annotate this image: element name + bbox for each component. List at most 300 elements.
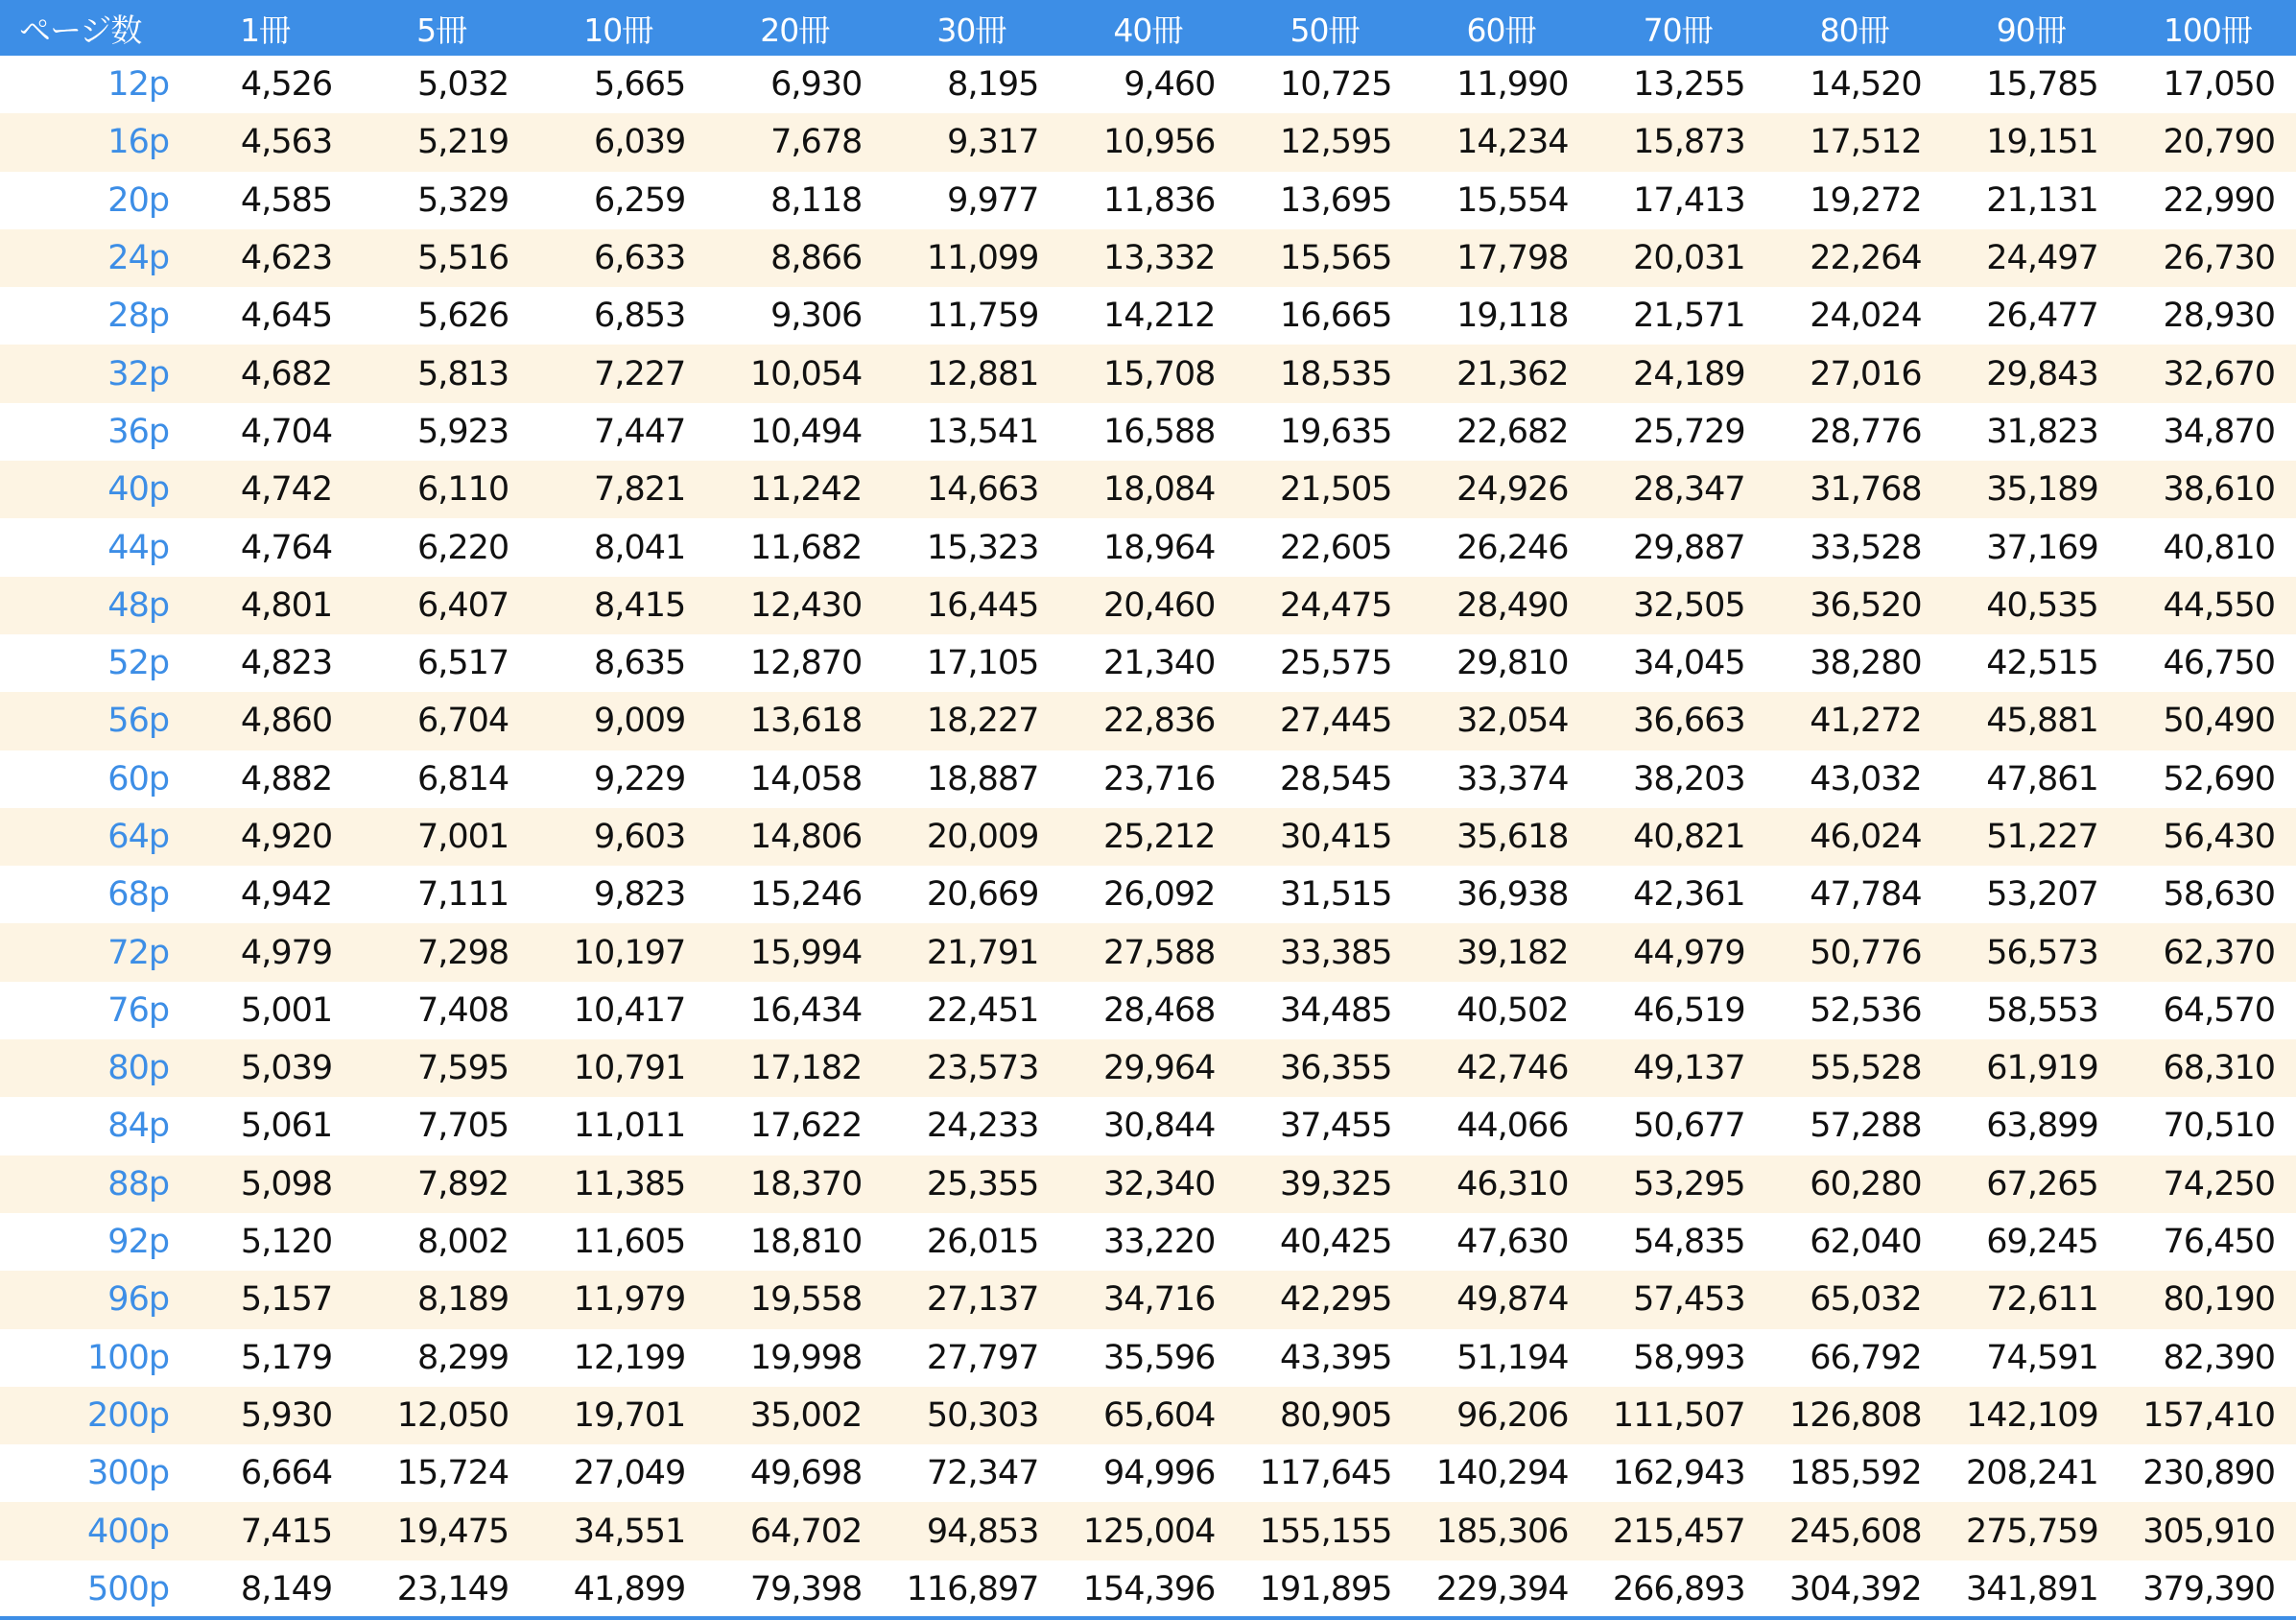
price-cell: 14,663	[883, 461, 1059, 518]
price-cell: 28,930	[2163, 297, 2275, 336]
price-cell: 6,704	[353, 692, 530, 750]
price-cell: 341,891	[1966, 1569, 2098, 1608]
price-cell: 31,515	[1280, 875, 1392, 915]
price-cell: 22,682	[1456, 412, 1569, 451]
price-cell: 4,942	[240, 875, 333, 915]
price-cell: 17,798	[1413, 229, 1590, 287]
price-cell: 36,355	[1236, 1039, 1412, 1097]
price-cell: 29,843	[1943, 345, 2119, 402]
table-row	[0, 1502, 2296, 1560]
header-quantity: 5冊	[353, 0, 530, 56]
price-cell: 82,390	[2163, 1338, 2275, 1377]
price-cell: 5,219	[353, 113, 530, 171]
price-cell: 5,516	[353, 229, 530, 287]
price-cell: 24,233	[926, 1107, 1039, 1146]
price-cell: 7,892	[353, 1155, 530, 1213]
price-cell: 21,362	[1413, 345, 1590, 402]
price-cell: 19,558	[706, 1271, 883, 1328]
price-cell: 25,355	[883, 1155, 1059, 1213]
price-cell: 11,385	[530, 1155, 706, 1213]
price-cell: 15,565	[1236, 229, 1412, 287]
price-cell: 31,823	[1986, 412, 2098, 451]
page-count-cell: 92p	[107, 1223, 170, 1262]
price-cell: 20,790	[2119, 113, 2296, 171]
price-cell: 33,528	[1810, 528, 1922, 567]
table-row	[0, 229, 2296, 287]
price-cell: 56,430	[2119, 808, 2296, 866]
price-cell: 58,993	[1633, 1338, 1745, 1377]
price-cell: 39,325	[1236, 1155, 1412, 1213]
price-cell: 21,131	[1986, 180, 2098, 220]
price-cell: 46,024	[1766, 808, 1943, 866]
price-cell: 6,517	[416, 644, 509, 683]
price-cell: 33,385	[1236, 923, 1412, 981]
price-cell: 27,445	[1236, 692, 1412, 750]
header-row	[0, 0, 2296, 56]
price-cell: 32,505	[1590, 577, 1766, 634]
page-count-cell: 44p	[107, 528, 170, 567]
price-cell: 20,009	[883, 808, 1059, 866]
price-cell: 9,317	[883, 113, 1059, 171]
price-cell: 23,149	[396, 1569, 509, 1608]
price-cell: 62,040	[1810, 1223, 1922, 1262]
price-cell: 18,810	[749, 1223, 863, 1262]
price-cell: 215,457	[1590, 1502, 1766, 1560]
price-cell: 47,630	[1456, 1223, 1569, 1262]
price-cell: 11,011	[573, 1107, 686, 1146]
page-count-cell: 80p	[0, 1039, 177, 1097]
price-cell: 8,149	[240, 1569, 333, 1608]
page-count-cell: 24p	[0, 229, 177, 287]
price-cell: 15,724	[396, 1454, 509, 1493]
price-cell: 4,585	[240, 180, 333, 220]
price-cell: 36,938	[1456, 875, 1569, 915]
header-quantity: 100冊	[2119, 0, 2296, 56]
price-cell: 94,996	[1102, 1454, 1216, 1493]
table-row	[0, 1155, 2296, 1213]
price-cell: 5,329	[416, 180, 509, 220]
price-cell: 5,061	[240, 1107, 333, 1146]
header-page-count: ページ数	[0, 0, 177, 56]
price-cell: 34,485	[1280, 990, 1392, 1030]
price-cell: 7,678	[706, 113, 883, 171]
price-cell: 28,490	[1413, 577, 1590, 634]
price-cell: 33,220	[1102, 1223, 1216, 1262]
price-cell: 13,541	[926, 412, 1039, 451]
price-cell: 22,605	[1280, 528, 1392, 567]
price-cell: 26,246	[1456, 528, 1569, 567]
price-cell: 7,821	[530, 461, 706, 518]
price-cell: 47,784	[1810, 875, 1922, 915]
header-quantity: 60冊	[1413, 0, 1590, 56]
price-cell: 8,299	[416, 1338, 509, 1377]
price-cell: 41,899	[573, 1569, 686, 1608]
price-cell: 9,009	[530, 692, 706, 750]
price-cell: 19,635	[1280, 412, 1392, 451]
header-quantity: 20冊	[706, 0, 883, 56]
price-cell: 12,050	[353, 1387, 530, 1444]
price-cell: 18,227	[883, 692, 1059, 750]
price-cell: 49,137	[1590, 1039, 1766, 1097]
price-cell: 30,844	[1102, 1107, 1216, 1146]
price-cell: 5,626	[416, 297, 509, 336]
price-cell: 32,054	[1413, 692, 1590, 750]
price-cell: 49,874	[1413, 1271, 1590, 1328]
table-row	[0, 577, 2296, 634]
table-row	[0, 692, 2296, 750]
price-cell: 8,866	[706, 229, 883, 287]
price-cell: 60,280	[1766, 1155, 1943, 1213]
price-cell: 140,294	[1435, 1454, 1569, 1493]
price-cell: 57,288	[1810, 1107, 1922, 1146]
page-count-cell: 200p	[0, 1387, 177, 1444]
header-quantity: 50冊	[1236, 0, 1412, 56]
price-cell: 4,801	[177, 577, 353, 634]
price-cell: 7,705	[416, 1107, 509, 1146]
price-cell: 66,792	[1810, 1338, 1922, 1377]
table-row	[0, 518, 2296, 576]
price-cell: 6,259	[594, 180, 686, 220]
price-cell: 10,494	[749, 412, 863, 451]
price-cell: 11,242	[706, 461, 883, 518]
price-cell: 36,520	[1766, 577, 1943, 634]
table-row	[0, 923, 2296, 981]
price-cell: 275,759	[1943, 1502, 2119, 1560]
price-cell: 18,535	[1236, 345, 1412, 402]
price-cell: 36,663	[1590, 692, 1766, 750]
price-cell: 8,195	[947, 65, 1039, 105]
header-quantity: 40冊	[1059, 0, 1236, 56]
page-count-cell: 400p	[0, 1502, 177, 1560]
price-cell: 19,701	[530, 1387, 706, 1444]
price-cell: 51,227	[1943, 808, 2119, 866]
price-cell: 6,814	[416, 759, 509, 798]
price-cell: 19,475	[353, 1502, 530, 1560]
price-cell: 26,730	[2119, 229, 2296, 287]
price-cell: 26,015	[926, 1223, 1039, 1262]
price-cell: 38,203	[1633, 759, 1745, 798]
price-cell: 116,897	[906, 1569, 1039, 1608]
price-cell: 31,768	[1766, 461, 1943, 518]
price-cell: 72,611	[1943, 1271, 2119, 1328]
price-cell: 4,979	[177, 923, 353, 981]
price-cell: 230,890	[2142, 1454, 2275, 1493]
price-cell: 229,394	[1435, 1569, 1569, 1608]
table-row	[0, 1271, 2296, 1328]
price-cell: 10,417	[573, 990, 686, 1030]
header-quantity: 90冊	[1943, 0, 2119, 56]
table-row	[0, 1039, 2296, 1097]
price-cell: 5,665	[594, 65, 686, 105]
price-cell: 379,390	[2142, 1569, 2275, 1608]
price-cell: 208,241	[1966, 1454, 2098, 1493]
price-cell: 12,881	[883, 345, 1059, 402]
price-cell: 4,623	[177, 229, 353, 287]
price-cell: 6,220	[416, 528, 509, 567]
price-cell: 11,682	[749, 528, 863, 567]
price-cell: 142,109	[1943, 1387, 2119, 1444]
price-cell: 4,920	[177, 808, 353, 866]
price-cell: 19,118	[1456, 297, 1569, 336]
page-count-cell: 88p	[0, 1155, 177, 1213]
price-cell: 57,453	[1590, 1271, 1766, 1328]
price-cell: 9,229	[594, 759, 686, 798]
price-cell: 27,588	[1059, 923, 1236, 981]
price-cell: 50,677	[1633, 1107, 1745, 1146]
price-cell: 17,622	[749, 1107, 863, 1146]
price-cell: 42,746	[1413, 1039, 1590, 1097]
price-cell: 28,776	[1810, 412, 1922, 451]
price-cell: 63,899	[1986, 1107, 2098, 1146]
price-cell: 19,151	[1943, 113, 2119, 171]
table-row	[0, 56, 2296, 113]
price-cell: 18,084	[1059, 461, 1236, 518]
price-cell: 126,808	[1766, 1387, 1943, 1444]
page-count-cell: 84p	[107, 1107, 170, 1146]
price-cell: 21,571	[1633, 297, 1745, 336]
price-cell: 9,306	[770, 297, 863, 336]
price-cell: 38,280	[1810, 644, 1922, 683]
price-cell: 7,447	[594, 412, 686, 451]
price-cell: 25,729	[1633, 412, 1745, 451]
price-cell: 58,553	[1986, 990, 2098, 1030]
price-cell: 5,098	[177, 1155, 353, 1213]
price-cell: 42,515	[1986, 644, 2098, 683]
price-cell: 125,004	[1059, 1502, 1236, 1560]
price-cell: 11,990	[1456, 65, 1569, 105]
price-cell: 21,505	[1236, 461, 1412, 518]
page-count-cell: 40p	[0, 461, 177, 518]
table-row	[0, 808, 2296, 866]
price-cell: 8,635	[594, 644, 686, 683]
page-count-cell: 32p	[0, 345, 177, 402]
price-cell: 22,836	[1059, 692, 1236, 750]
page-count-cell: 52p	[107, 644, 170, 683]
price-cell: 27,137	[883, 1271, 1059, 1328]
price-cell: 58,630	[2163, 875, 2275, 915]
price-cell: 42,295	[1236, 1271, 1412, 1328]
price-cell: 9,460	[1124, 65, 1216, 105]
price-cell: 266,893	[1612, 1569, 1745, 1608]
price-cell: 4,742	[177, 461, 353, 518]
price-cell: 28,545	[1280, 759, 1392, 798]
table-row	[0, 1387, 2296, 1444]
price-cell: 15,323	[926, 528, 1039, 567]
price-cell: 154,396	[1082, 1569, 1216, 1608]
price-cell: 72,347	[926, 1454, 1039, 1493]
price-cell: 245,608	[1766, 1502, 1943, 1560]
price-cell: 46,750	[2163, 644, 2275, 683]
price-cell: 16,445	[883, 577, 1059, 634]
price-cell: 20,031	[1590, 229, 1766, 287]
price-cell: 6,930	[770, 65, 863, 105]
price-cell: 50,776	[1766, 923, 1943, 981]
price-cell: 50,490	[2119, 692, 2296, 750]
price-cell: 16,588	[1102, 412, 1216, 451]
price-cell: 5,032	[416, 65, 509, 105]
price-cell: 11,836	[1102, 180, 1216, 220]
price-cell: 24,926	[1413, 461, 1590, 518]
price-cell: 76,450	[2163, 1223, 2275, 1262]
price-cell: 68,310	[2119, 1039, 2296, 1097]
price-cell: 52,690	[2163, 759, 2275, 798]
price-cell: 10,054	[706, 345, 883, 402]
price-cell: 15,873	[1590, 113, 1766, 171]
price-cell: 44,550	[2119, 577, 2296, 634]
price-cell: 38,610	[2119, 461, 2296, 518]
price-cell: 21,340	[1102, 644, 1216, 683]
price-cell: 16,434	[749, 990, 863, 1030]
price-cell: 5,039	[177, 1039, 353, 1097]
price-cell: 7,298	[353, 923, 530, 981]
price-cell: 17,182	[706, 1039, 883, 1097]
header-quantity: 80冊	[1766, 0, 1943, 56]
page-count-cell: 56p	[0, 692, 177, 750]
price-cell: 61,919	[1943, 1039, 2119, 1097]
price-cell: 80,905	[1236, 1387, 1412, 1444]
price-cell: 29,964	[1059, 1039, 1236, 1097]
price-cell: 53,207	[1986, 875, 2098, 915]
price-cell: 65,604	[1059, 1387, 1236, 1444]
price-cell: 5,813	[353, 345, 530, 402]
price-cell: 5,930	[177, 1387, 353, 1444]
page-count-cell: 72p	[0, 923, 177, 981]
price-cell: 28,347	[1590, 461, 1766, 518]
price-cell: 39,182	[1413, 923, 1590, 981]
price-cell: 7,227	[530, 345, 706, 402]
price-cell: 34,716	[1059, 1271, 1236, 1328]
price-cell: 13,695	[1280, 180, 1392, 220]
price-cell: 4,764	[240, 528, 333, 567]
price-cell: 22,264	[1766, 229, 1943, 287]
price-cell: 27,049	[573, 1454, 686, 1493]
price-cell: 4,645	[240, 297, 333, 336]
price-cell: 4,882	[240, 759, 333, 798]
price-cell: 56,573	[1943, 923, 2119, 981]
price-cell: 13,332	[1059, 229, 1236, 287]
price-cell: 24,497	[1943, 229, 2119, 287]
price-cell: 27,797	[926, 1338, 1039, 1377]
price-cell: 46,519	[1633, 990, 1745, 1030]
price-cell: 37,169	[1986, 528, 2098, 567]
price-cell: 8,415	[530, 577, 706, 634]
price-cell: 43,395	[1280, 1338, 1392, 1377]
price-cell: 162,943	[1612, 1454, 1745, 1493]
price-cell: 17,105	[926, 644, 1039, 683]
price-cell: 79,398	[749, 1569, 863, 1608]
price-cell: 17,512	[1766, 113, 1943, 171]
price-cell: 32,670	[2119, 345, 2296, 402]
price-cell: 4,823	[240, 644, 333, 683]
price-cell: 13,618	[706, 692, 883, 750]
price-cell: 8,118	[770, 180, 863, 220]
price-cell: 47,861	[1986, 759, 2098, 798]
price-cell: 5,120	[240, 1223, 333, 1262]
price-cell: 34,870	[2163, 412, 2275, 451]
price-cell: 25,212	[1059, 808, 1236, 866]
price-cell: 14,520	[1810, 65, 1922, 105]
price-cell: 96,206	[1413, 1387, 1590, 1444]
price-cell: 55,528	[1766, 1039, 1943, 1097]
header-quantity: 70冊	[1590, 0, 1766, 56]
price-cell: 65,032	[1766, 1271, 1943, 1328]
price-cell: 26,092	[1102, 875, 1216, 915]
price-cell: 64,702	[706, 1502, 883, 1560]
price-cell: 8,041	[594, 528, 686, 567]
price-cell: 11,759	[926, 297, 1039, 336]
price-cell: 20,669	[926, 875, 1039, 915]
price-cell: 22,990	[2163, 180, 2275, 220]
price-cell: 12,430	[706, 577, 883, 634]
table-row	[0, 172, 2296, 229]
price-cell: 42,361	[1633, 875, 1745, 915]
price-cell: 40,535	[1943, 577, 2119, 634]
price-cell: 26,477	[1986, 297, 2098, 336]
price-cell: 15,785	[1986, 65, 2098, 105]
price-cell: 5,923	[416, 412, 509, 451]
price-cell: 4,563	[177, 113, 353, 171]
price-cell: 44,979	[1590, 923, 1766, 981]
price-cell: 7,001	[353, 808, 530, 866]
price-cell: 10,956	[1059, 113, 1236, 171]
price-cell: 5,157	[177, 1271, 353, 1328]
page-count-cell: 300p	[87, 1454, 170, 1493]
price-cell: 15,246	[749, 875, 863, 915]
price-cell: 6,664	[240, 1454, 333, 1493]
price-cell: 44,066	[1456, 1107, 1569, 1146]
price-cell: 21,791	[883, 923, 1059, 981]
price-cell: 4,526	[240, 65, 333, 105]
table-row	[0, 1560, 2296, 1618]
price-cell: 35,618	[1413, 808, 1590, 866]
header-quantity: 10冊	[530, 0, 706, 56]
price-cell: 8,002	[416, 1223, 509, 1262]
price-cell: 17,050	[2163, 65, 2275, 105]
price-cell: 117,645	[1259, 1454, 1392, 1493]
table-row	[0, 1329, 2296, 1387]
page-count-cell: 48p	[0, 577, 177, 634]
page-count-cell: 64p	[0, 808, 177, 866]
price-cell: 24,475	[1236, 577, 1412, 634]
price-cell: 53,295	[1590, 1155, 1766, 1213]
price-cell: 43,032	[1810, 759, 1922, 798]
price-cell: 64,570	[2163, 990, 2275, 1030]
price-cell: 62,370	[2119, 923, 2296, 981]
price-cell: 41,272	[1766, 692, 1943, 750]
price-cell: 37,455	[1280, 1107, 1392, 1146]
price-cell: 19,272	[1810, 180, 1922, 220]
page-count-cell: 100p	[87, 1338, 170, 1377]
price-cell: 46,310	[1413, 1155, 1590, 1213]
price-cell: 69,245	[1986, 1223, 2098, 1262]
page-count-cell: 16p	[0, 113, 177, 171]
price-cell: 23,716	[1102, 759, 1216, 798]
price-cell: 40,502	[1456, 990, 1569, 1030]
price-cell: 10,197	[530, 923, 706, 981]
price-cell: 70,510	[2163, 1107, 2275, 1146]
table-body	[0, 56, 2296, 1618]
price-cell: 12,595	[1236, 113, 1412, 171]
price-cell: 7,408	[416, 990, 509, 1030]
price-cell: 111,507	[1590, 1387, 1766, 1444]
price-cell: 4,704	[240, 412, 333, 451]
price-cell: 11,979	[530, 1271, 706, 1328]
price-cell: 10,791	[530, 1039, 706, 1097]
table-row	[0, 461, 2296, 518]
table-row	[0, 866, 2296, 923]
price-cell: 9,823	[594, 875, 686, 915]
price-cell: 15,708	[1059, 345, 1236, 402]
